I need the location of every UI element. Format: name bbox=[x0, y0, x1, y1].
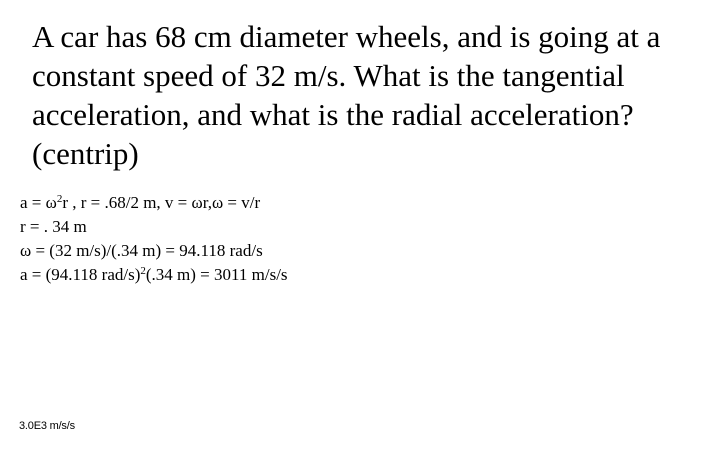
formula-part: r , r = .68/2 m, v = ωr,ω = v/r bbox=[62, 193, 261, 212]
exponent: 2 bbox=[140, 265, 146, 277]
exponent: 2 bbox=[56, 193, 63, 205]
question-line: (centrip) bbox=[32, 136, 139, 171]
work-line-omega: ω = (32 m/s)/(.34 m) = 94.118 rad/s bbox=[20, 241, 263, 260]
work-line-radius: r = . 34 m bbox=[20, 217, 87, 236]
question-text bbox=[32, 17, 702, 173]
solution-work bbox=[20, 191, 288, 287]
formula-part: (.34 m) = 3011 m/s/s bbox=[145, 265, 288, 284]
formula-part: a = ω bbox=[20, 193, 57, 212]
final-answer: 3.0E3 m/s/s bbox=[19, 420, 75, 432]
work-line-formula bbox=[20, 191, 288, 215]
question-line: constant speed of 32 m/s. What is the tangential bbox=[32, 58, 625, 93]
question-line: acceleration, and what is the radial acceleration? bbox=[32, 97, 634, 132]
formula-part: a = (94.118 rad/s) bbox=[20, 265, 141, 284]
work-line-acceleration bbox=[20, 263, 288, 287]
question-line: A car has 68 cm diameter wheels, and is going at a bbox=[32, 19, 661, 54]
